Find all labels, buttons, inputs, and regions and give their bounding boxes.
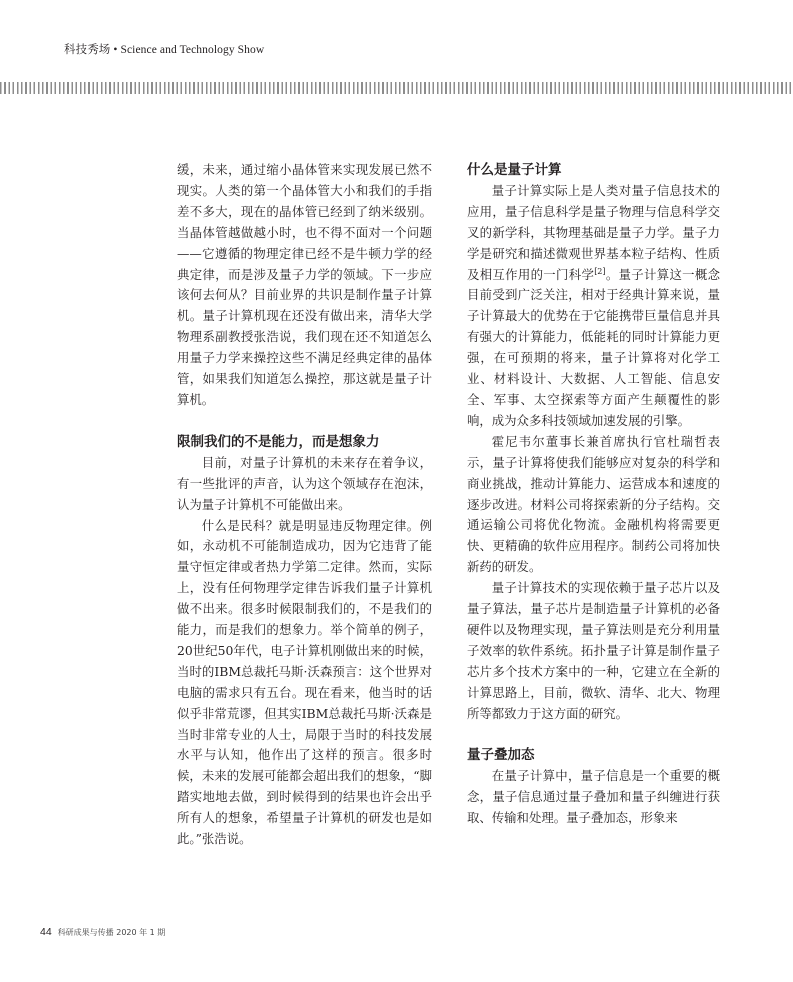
right-paragraph-3: 量子计算技术的实现依赖于量子芯片以及量子算法，量子芯片是制造量子计算机的必备硬件以及物理实现，量子算法则是充分利用量子效率的软件系统。拓扑量子计算是制作量子芯片多个技术方案中的一种，它建立在全新的计算思路上，目前，微软、清华、北大、物理所等都致力于这方面的研究。: [467, 580, 720, 721]
right-heading-quantum-computing: 什么是量子计算: [467, 162, 562, 178]
journal-name: 科研成果与传播 2020 年 1 期: [57, 928, 166, 937]
section-header-title: 科技秀场 • Science and Technology Show: [64, 44, 265, 56]
right-heading-superposition: 量子叠加态: [467, 747, 535, 764]
right-column: [467, 160, 720, 829]
left-paragraph-1: 缓，未来，通过缩小晶体管来实现发展已然不现实。人类的第一个晶体管大小和我们的手指差不多大，现在的晶体管已经到了纳米级别。当晶体管越做越小时，也不得不面对一个问题——它遵循的物理定律已经不是牛顿力学的经典定律，而是涉及量子力学的领域。下一步应该何去何从？目前业界的共识是制作量子计算机。量子计算机现在还没有做出来，清华大学物理系副教授张浩说，我们现在还不知道怎么用量子力学来操控这些不满足经典定律的晶体管，如果我们知道怎么操控，那这就是量子计算机。: [177, 162, 432, 407]
left-column: [177, 160, 432, 850]
right-paragraph-4: 在量子计算中，量子信息是一个重要的概念，量子信息通过量子叠加和量子纠缠进行获取、传输和处理。量子叠加态，形象来: [467, 768, 720, 826]
left-paragraph-3: 什么是民科？就是明显违反物理定律。例如，永动机不可能制造成功，因为它违背了能量守恒定律或者热力学第二定律。然而，实际上，没有任何物理学定律告诉我们量子计算机做不出来。很多时候限制我们的，不是我们的能力，而是我们的想象力。举个简单的例子，20世纪50年代，电子计算机刚做出来的时候，当时的IBM总裁托马斯·沃森预言：这个世界对电脑的需求只有五台。现在看来，他当时的话似乎非常荒谬，但其实IBM总裁托马斯·沃森是当时非常专业的人士，局限于当时的科技发展水平与认知，他作出了这样的预言。很多时候，未来的发展可能都会超出我们的想象，“脚踏实地地去做，到时候得到的结果也许会出乎所有人的想象，希望量子计算机的研发也是如此。”张浩说。: [177, 517, 432, 847]
right-paragraph-1-text-b: 。量子计算这一概念目前受到广泛关注，相对于经典计算来说，量子计算最大的优势在于它能携带巨量信息并具有强大的计算能力，低能耗的同时计算能力更强，在可预期的将来，量子计算将对化学工业、材料设计、大数据、人工智能、信息安全、军事、太空探索等方面产生颠覆性的影响，成为众多科技领域加速发展的引擎。: [467, 266, 720, 428]
left-heading: 限制我们的不是能力，而是想象力: [177, 433, 380, 450]
right-paragraph-2: 霍尼韦尔董事长兼首席执行官杜瑞哲表示，量子计算将使我们能够应对复杂的科学和商业挑战，推动计算能力、运营成本和速度的逐步改进。材料公司将探索新的分子结构。交通运输公司将优化物流。金融机构将需要更快、更精确的软件应用程序。制药公司将加快新药的研发。: [467, 433, 720, 575]
header-rule-band: [0, 82, 793, 94]
left-paragraph-2: 目前，对量子计算机的未来存在着争议，有一些批评的声音，认为这个领域存在泡沫，认为量子计算机不可能做出来。: [177, 454, 432, 512]
right-paragraph-1: [467, 181, 720, 432]
right-paragraph-1-text-a: 量子计算实际上是人类对量子信息技术的应用，量子信息科学是量子物理与信息科学交叉的新学科，其物理基础是量子力学。量子力学是研究和描述微观世界基本粒子结构、性质及相互作用的一门科学: [467, 182, 720, 282]
citation-ref: [2]: [594, 266, 606, 276]
page-number: 44: [40, 926, 52, 938]
page-footer: [40, 926, 165, 938]
